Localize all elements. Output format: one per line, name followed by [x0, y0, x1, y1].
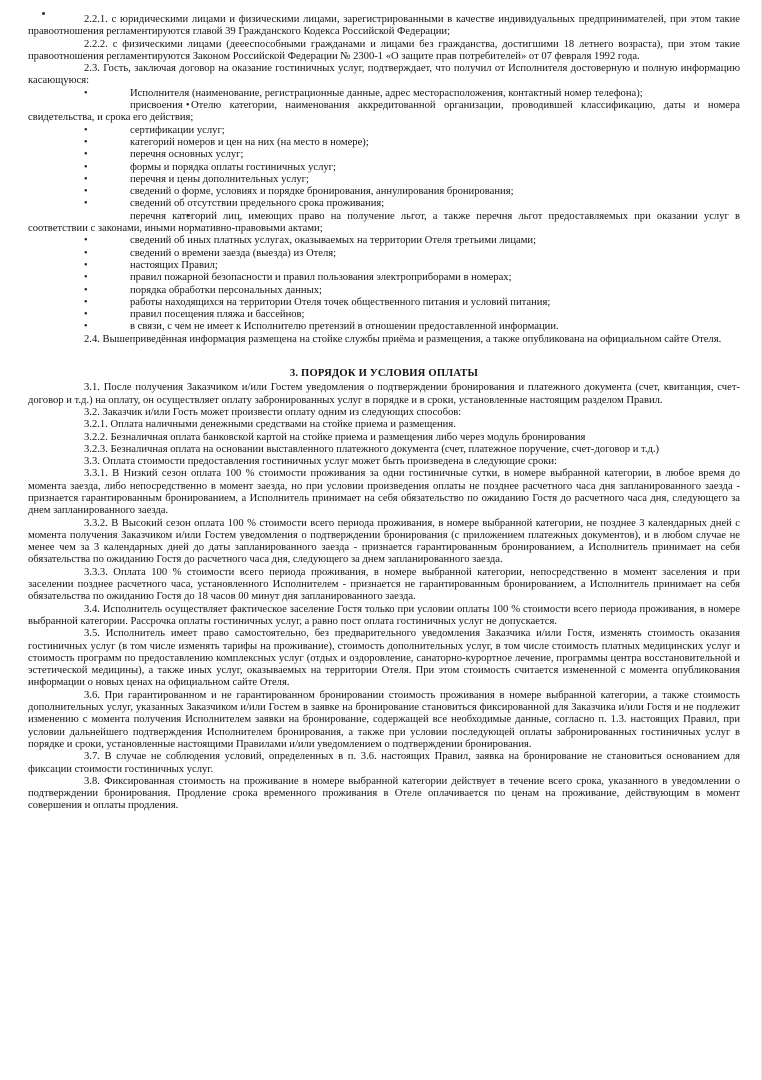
clause-2-4: 2.4. Вышеприведённая информация размещена на стойке службы приёма и размещения, а также опубликована на официальном сайте Отеля. — [84, 333, 722, 345]
clause-2-2-1: 2.2.1. с юридическими лицами и физическими лицами, зарегистрированными в качестве индивидуальных предпринимателей, при этом такие правоотношения регламентируются главой 39 Гражданского Кодекса Российской Федерации; — [28, 14, 740, 38]
clause-3-2: 3.2. Заказчик и/или Гость может произвести оплату одним из следующих способов: — [84, 406, 462, 418]
bullet-item: • перечня и цены дополнительных услуг; — [28, 174, 740, 186]
clause-3-2-1: 3.2.1. Оплата наличными денежными средствами на стойке приема и размещения. — [84, 419, 456, 431]
bullet-item: • формы и порядка оплаты гостиничных услуг; — [28, 162, 740, 174]
clause-3-6: 3.6. При гарантированном и не гарантированном бронировании стоимость проживания в номере выбранной категории, а также стоимость дополнительных услуг, указанных Заказчиком и/или Гостем в заявке на бронирование становиться фиксированной для Заказчика и/или Гостя и не подлежит изменению с момента получения Исполнителем заявки на бронирование, содержащей все необходимые данные, согласно п. 1.3. настоящих Правил, при условии дальнейшего подтверждения Исполнителем бронирования, а также при условии последующей оплаты забронированных гостиничных услуг в порядке и сроки, установленные настоящими Правилами и/или уведомлением о подтверждении бронирования. — [28, 689, 740, 750]
section-3-title: 3. ПОРЯДОК И УСЛОВИЯ ОПЛАТЫ — [289, 368, 479, 380]
bullet-item: • сведений об отсутствии предельного срока проживания; — [28, 198, 740, 210]
bullet-item: • сертификации услуг; — [28, 125, 740, 137]
clause-3-3: 3.3. Оплата стоимости предоставления гостиничных услуг может быть произведена в следующие сроки: — [84, 456, 558, 468]
bullet-item: • категорий номеров и цен на них (на место в номере); — [28, 137, 740, 149]
bullet-item: • настоящих Правил; — [28, 260, 740, 272]
bullet-item: • перечня категорий лиц, имеющих право на получение льгот, а также перечня льгот предоставляемых при оказании услуг в соответствии с законами, иными нормативно-правовыми актами; — [28, 211, 740, 236]
bullet-item: • сведений об иных платных услугах, оказываемых на территории Отеля третьими лицами; — [28, 235, 740, 247]
bullet-item: • Исполнителя (наименование, регистрационные данные, адрес месторасположения, контактный номер телефона); — [28, 88, 740, 100]
clause-2-3: 2.3. Гость, заключая договор на оказание гостиничных услуг, подтверждает, что получил от Исполнителя достоверную и полную информацию касающуюся: — [28, 63, 740, 87]
clause-3-8: 3.8. Фиксированная стоимость на проживание в номере выбранной категории действует в течение всего срока, указанного в уведомлении о подтверждении бронирования. Продление срока временного проживания в Отеле оплачивается по ценам на проживание, действующим в момент совершения и оплаты продления. — [28, 775, 740, 812]
bullet-item: • правил пожарной безопасности и правил пользования электроприборами в номерах; — [28, 272, 740, 284]
clause-3-7: 3.7. В случае не соблюдения условий, определенных в п. 3.6. настоящих Правил, заявка на бронирование не становиться основанием для фиксации стоимости гостиничных услуг. — [28, 751, 740, 775]
bullet-item: • правил посещения пляжа и бассейнов; — [28, 309, 740, 321]
clause-3-5: 3.5. Исполнитель имеет право самостоятельно, без предварительного уведомления Заказчика и/или Гостя, изменять стоимость оказания гостиничных услуг (в том числе изменять тарифы на проживание), стоимость дополнительных услуг, в том числе стоимость платных медицинских услуг и стоимость программ по предоставлению комплексных услуг (отдых и оздоровление, санаторно-курортное лечение, программы центра восстановительной и эстетической медицины), а также иных услуг, оказываемых на территории Отеля. При этом стоимость считается измененной с момента опубликования информации о новых ценах на официальном сайте Отеля. — [28, 628, 740, 689]
bullet-item: • в связи, с чем не имеет к Исполнителю претензий в отношении предоставленной информации. — [28, 321, 740, 333]
clause-3-1: 3.1. После получения Заказчиком и/или Гостем уведомления о подтверждении бронирования и платежного документа (счет, квитанция, счет-договор и т.д.) на оплату, он осуществляет оплату забронированных услуг в порядке и в сроки, установленные настоящим разделом Правил. — [28, 382, 740, 406]
clause-3-4: 3.4. Исполнитель осуществляет фактическое заселение Гостя только при условии оплаты 100 % стоимости всего периода проживания, в номере выбранной категории. Рассрочка оплаты гостиничных услуг, а равно пост оплата гостиничных услуг не допускается. — [28, 603, 740, 627]
info-bullet-list — [28, 88, 740, 334]
bullet-item: • сведений о форме, условиях и порядке бронирования, аннулирования бронирования; — [28, 186, 740, 198]
clause-3-2-3: 3.2.3. Безналичная оплата на основании выставленного платежного документа (счет, платежное поручение, счет-договор и т.д.) — [84, 443, 660, 455]
clause-2-2-2: 2.2.2. с физическими лицами (деееспособными гражданами и лицами без гражданства, достигшими 18 летнего возраста), при этом такие правоотношения регламентируются Законом Российской Федерации № 2300-1 «О защите прав потребителей» от 07 февраля 1992 года. — [28, 38, 740, 62]
clause-3-2-2: 3.2.2. Безналичная оплата банковской картой на стойке приема и размещения либо через модуль бронирования — [84, 431, 586, 443]
bullet-item: • порядка обработки персональных данных; — [28, 285, 740, 297]
bullet-item: • присвоения Отелю категории, наименования аккредитованной организации, проводившей классификацию, даты и номера свидетельства, и срока его действия; — [28, 100, 740, 125]
bullet-item: • перечня основных услуг; — [28, 149, 740, 161]
bullet-item: • работы находящихся на территории Отеля точек общественного питания и условий питания; — [28, 297, 740, 309]
clause-3-3-3: 3.3.3. Оплата 100 % стоимости всего периода проживания, в номере выбранной категории, непосредственно в момент заселения и при заселении позднее расчетного часа, установленного Исполнителем - признается не гарантированным бронированием, а Исполнитель принимает на себя обязательства по ожиданию Гостя до 18 часов 00 минут дня запланированного заезда. — [28, 566, 740, 603]
bullet-item: • сведений о времени заезда (выезда) из Отеля; — [28, 248, 740, 260]
clause-3-3-1: 3.3.1. В Низкий сезон оплата 100 % стоимости проживания за одни гостиничные сутки, в номере выбранной категории, в любое время до момента заезда, либо непосредственно в момент заезда, но при условии произведения оплаты не позднее расчетного часа дня запланированного заезда - признается гарантированным бронированием, а Исполнитель принимает на себя обязательство по ожиданию Гостя до расчетного часа дня, следующего за днем запланированного заезда. — [28, 468, 740, 517]
document-page — [28, 4, 740, 813]
clause-3-3-2: 3.3.2. В Высокий сезон оплата 100 % стоимости всего периода проживания, в номере выбранной категории, не позднее 3 календарных дней с момента получения Заказчиком и/или Гостем уведомления о подтверждении бронирования (с приложением платежных документов), и в любом случае не менее чем за 3 календарных дней до даты запланированного заезда - признается гарантированным бронированием, а Исполнитель принимает на себя обязательства по ожиданию Гостя до расчетного часа дня, следующего за днем запланированного заезда. — [28, 517, 740, 566]
